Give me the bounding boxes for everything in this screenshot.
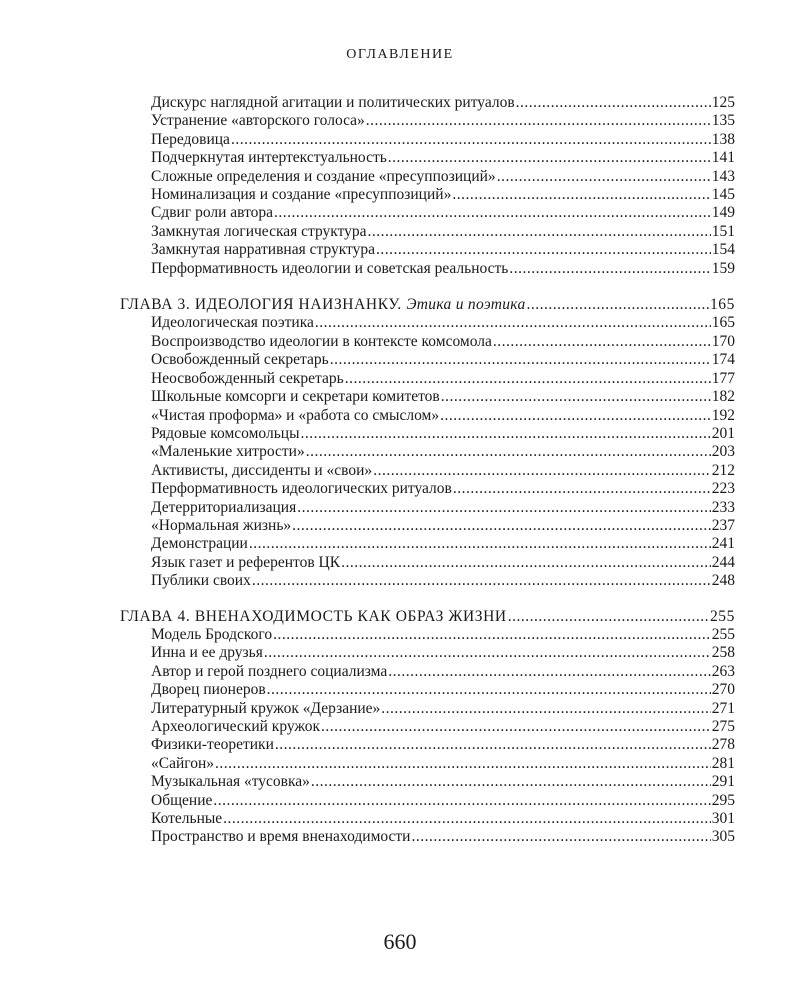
toc-entry-page: 125 <box>711 94 735 111</box>
dot-leader <box>273 626 711 644</box>
toc-entry[interactable] <box>0 810 735 828</box>
toc-entry-title: Номинализация и создание «пресуппозиций» <box>151 186 452 204</box>
toc-entry[interactable] <box>0 94 735 112</box>
toc-entry-page: 244 <box>711 553 735 571</box>
dot-leader <box>452 186 710 204</box>
toc-entry-page: 182 <box>711 388 735 406</box>
toc-entry-title: Воспроизводство идеологии в контексте комсомола <box>151 332 492 350</box>
dot-leader <box>366 112 711 130</box>
chapter-4-heading[interactable] <box>0 608 735 626</box>
toc-entry-title: Пространство и время вненаходимости <box>151 828 411 846</box>
toc-entry-title: Детерриториализация <box>151 498 297 516</box>
chapter-3-heading[interactable] <box>0 296 735 314</box>
toc-entry[interactable] <box>0 168 735 186</box>
dot-leader <box>215 755 711 773</box>
toc-entry-page: 233 <box>711 498 735 516</box>
dot-leader <box>497 168 711 186</box>
toc-entry[interactable] <box>0 204 735 222</box>
chapter-heading-page: 255 <box>709 607 735 625</box>
toc-entry[interactable] <box>0 736 735 754</box>
toc-entry-page: 149 <box>711 204 735 222</box>
toc-entry-page: 291 <box>711 773 735 791</box>
toc-entry-page: 248 <box>711 572 735 590</box>
chapter-heading-title: ГЛАВА 4. ВНЕНАХОДИМОСТЬ КАК ОБРАЗ ЖИЗНИ <box>120 607 507 625</box>
toc-entry[interactable] <box>0 186 735 204</box>
toc-entry[interactable] <box>0 112 735 130</box>
dot-leader <box>381 700 710 718</box>
dot-leader <box>306 443 711 461</box>
toc-entry-page: 258 <box>711 644 735 662</box>
toc-entry-page: 271 <box>711 699 735 717</box>
toc-entry[interactable] <box>0 554 735 572</box>
toc-entry[interactable] <box>0 388 735 406</box>
toc-entry-page: 135 <box>711 112 735 130</box>
toc-entry-page: 141 <box>711 149 735 167</box>
toc-entry-title: Передовица <box>151 130 230 148</box>
toc-entry[interactable] <box>0 480 735 498</box>
dot-leader <box>264 644 711 662</box>
dot-leader <box>341 554 711 572</box>
running-head: ОГЛАВЛЕНИЕ <box>346 47 454 62</box>
toc-entry-title: Замкнутая нарративная структура <box>151 241 376 259</box>
toc-entry[interactable] <box>0 718 735 736</box>
dot-leader <box>311 773 711 791</box>
toc-entry-title: Подчеркнутая интертекстуальность <box>151 149 387 167</box>
dot-leader <box>231 131 711 149</box>
toc-entry-title: «Сайгон» <box>151 754 215 772</box>
toc-entry-title: Литературный кружок «Дерзание» <box>151 699 381 717</box>
toc-entry-page: 295 <box>711 791 735 809</box>
dot-leader <box>315 314 711 332</box>
toc-entry[interactable] <box>0 700 735 718</box>
chapter-heading-subtitle: Этика и поэтика <box>406 296 526 314</box>
dot-leader <box>249 535 711 553</box>
toc-entry-title: «Нормальная жизнь» <box>151 516 292 534</box>
toc-entry-page: 278 <box>711 736 735 754</box>
dot-leader <box>368 223 711 241</box>
toc-entry[interactable] <box>0 407 735 425</box>
toc-entry-page: 177 <box>711 369 735 387</box>
toc-entry-page: 263 <box>711 662 735 680</box>
toc-entry-title: Котельные <box>151 810 223 828</box>
toc-entry-page: 275 <box>711 718 735 735</box>
toc-entry[interactable] <box>0 370 735 388</box>
toc-entry[interactable] <box>0 755 735 773</box>
dot-leader <box>388 149 711 167</box>
chapter-heading-title: ГЛАВА 3. ИДЕОЛОГИЯ НАИЗНАНКУ. Этика и поэтика <box>120 296 526 314</box>
toc-entry-page: 281 <box>711 754 735 772</box>
dot-leader <box>453 480 711 498</box>
toc-entry[interactable] <box>0 828 735 846</box>
dot-leader <box>330 351 711 369</box>
toc-entry[interactable] <box>0 773 735 791</box>
toc-entry-page: 154 <box>711 241 735 259</box>
dot-leader <box>267 681 711 699</box>
toc-entry-page: 237 <box>711 516 735 534</box>
dot-leader <box>376 241 711 259</box>
dot-leader <box>345 370 711 388</box>
toc-entry[interactable] <box>0 572 735 590</box>
page-number: 660 <box>383 929 417 954</box>
toc-entry-title: Рядовые комсомольцы <box>151 424 300 442</box>
dot-leader <box>373 462 711 480</box>
toc-entry[interactable] <box>0 681 735 699</box>
toc-entry[interactable] <box>0 425 735 443</box>
toc-entry-title: Сложные определения и создание «пресуппозиций» <box>151 167 496 185</box>
toc-entry-title: Музыкальная «тусовка» <box>151 773 310 791</box>
dot-leader <box>223 810 711 828</box>
toc-entry-title: Перформативность идеологии и советская реальность <box>151 259 509 277</box>
toc-entry-title: Школьные комсорги и секретари комитетов <box>151 388 440 406</box>
toc-entry[interactable] <box>0 644 735 662</box>
dot-leader <box>292 517 711 535</box>
dot-leader <box>213 792 710 810</box>
toc-entry-title: Дворец пионеров <box>151 681 266 699</box>
toc-entry[interactable] <box>0 149 735 167</box>
toc-entry[interactable] <box>0 462 735 480</box>
dot-leader <box>252 572 711 590</box>
toc-entry-page: 223 <box>711 480 735 498</box>
toc-entry[interactable] <box>0 663 735 681</box>
toc-entry-title: «Маленькие хитрости» <box>151 443 305 461</box>
dot-leader <box>493 333 711 351</box>
dot-leader <box>509 260 710 278</box>
toc-entry-title: «Чистая проформа» и «работа со смыслом» <box>151 406 440 424</box>
dot-leader <box>297 499 711 517</box>
toc-entry-title: Сдвиг роли автора <box>151 204 274 222</box>
dot-leader <box>275 736 711 754</box>
dot-leader <box>411 828 710 846</box>
toc-entry[interactable] <box>0 535 735 553</box>
toc-entry[interactable] <box>0 223 735 241</box>
toc-entry[interactable] <box>0 314 735 332</box>
toc-entry-page: 212 <box>711 461 735 479</box>
chapter-heading-page: 165 <box>709 296 735 314</box>
toc-entry-title: Неосвобожденный секретарь <box>151 369 344 387</box>
toc-entry-title: Язык газет и референтов ЦК <box>151 553 341 571</box>
toc-entry-page: 145 <box>711 186 735 204</box>
toc-entry-title: Физики-теоретики <box>151 736 274 754</box>
toc-entry-page: 151 <box>711 222 735 240</box>
toc-entry[interactable] <box>0 499 735 517</box>
toc-entry-title: Автор и герой позднего социализма <box>151 662 388 680</box>
toc-entry-title: Устранение «авторского голоса» <box>151 112 365 130</box>
dot-leader <box>516 94 711 112</box>
toc-entry-title: Дискурс наглядной агитации и политических ритуалов <box>151 94 515 111</box>
toc-entry-title: Идеологическая поэтика <box>151 314 314 332</box>
toc-entry-title: Инна и ее друзья <box>151 644 263 662</box>
toc-entry-page: 270 <box>711 681 735 699</box>
dot-leader <box>508 608 709 626</box>
toc-entry[interactable] <box>0 626 735 644</box>
dot-leader <box>301 425 711 443</box>
dot-leader <box>440 407 711 425</box>
dot-leader <box>274 204 711 222</box>
toc-entry-title: Активисты, диссиденты и «свои» <box>151 461 373 479</box>
toc-entry-page: 305 <box>711 828 735 846</box>
toc-entry-page: 301 <box>711 810 735 828</box>
dot-leader <box>388 663 711 681</box>
toc-entry-page: 203 <box>711 443 735 461</box>
toc-entry-title: Общение <box>151 791 213 809</box>
dot-leader <box>321 718 711 736</box>
toc-entry[interactable] <box>0 443 735 461</box>
dot-leader <box>441 388 711 406</box>
toc-entry-page: 174 <box>711 351 735 369</box>
toc-entry[interactable] <box>0 260 735 278</box>
toc-entry[interactable] <box>0 333 735 351</box>
toc-entry[interactable] <box>0 792 735 810</box>
toc-entry[interactable] <box>0 517 735 535</box>
toc-entry-page: 255 <box>711 625 735 643</box>
toc-entry-page: 159 <box>711 259 735 277</box>
toc-entry-page: 143 <box>711 167 735 185</box>
toc-entry-title: Демонстрации <box>151 535 248 553</box>
table-of-contents <box>0 94 800 847</box>
toc-entry[interactable] <box>0 241 735 259</box>
toc-entry-title: Публики своих <box>151 572 251 590</box>
toc-entry-page: 192 <box>711 406 735 424</box>
toc-entry-page: 201 <box>711 424 735 442</box>
toc-entry-page: 241 <box>711 535 735 553</box>
toc-entry-title: Модель Бродского <box>151 625 273 643</box>
toc-entry-page: 138 <box>711 130 735 148</box>
toc-entry[interactable] <box>0 351 735 369</box>
toc-entry-title: Замкнутая логическая структура <box>151 222 367 240</box>
toc-entry-title: Перформативность идеологических ритуалов <box>151 480 452 498</box>
toc-entry-title: Освобожденный секретарь <box>151 351 329 369</box>
toc-entry[interactable] <box>0 131 735 149</box>
toc-entry-title: Археологический кружок <box>151 718 321 735</box>
dot-leader <box>527 296 709 314</box>
toc-entry-page: 165 <box>711 314 735 332</box>
toc-entry-page: 170 <box>711 332 735 350</box>
